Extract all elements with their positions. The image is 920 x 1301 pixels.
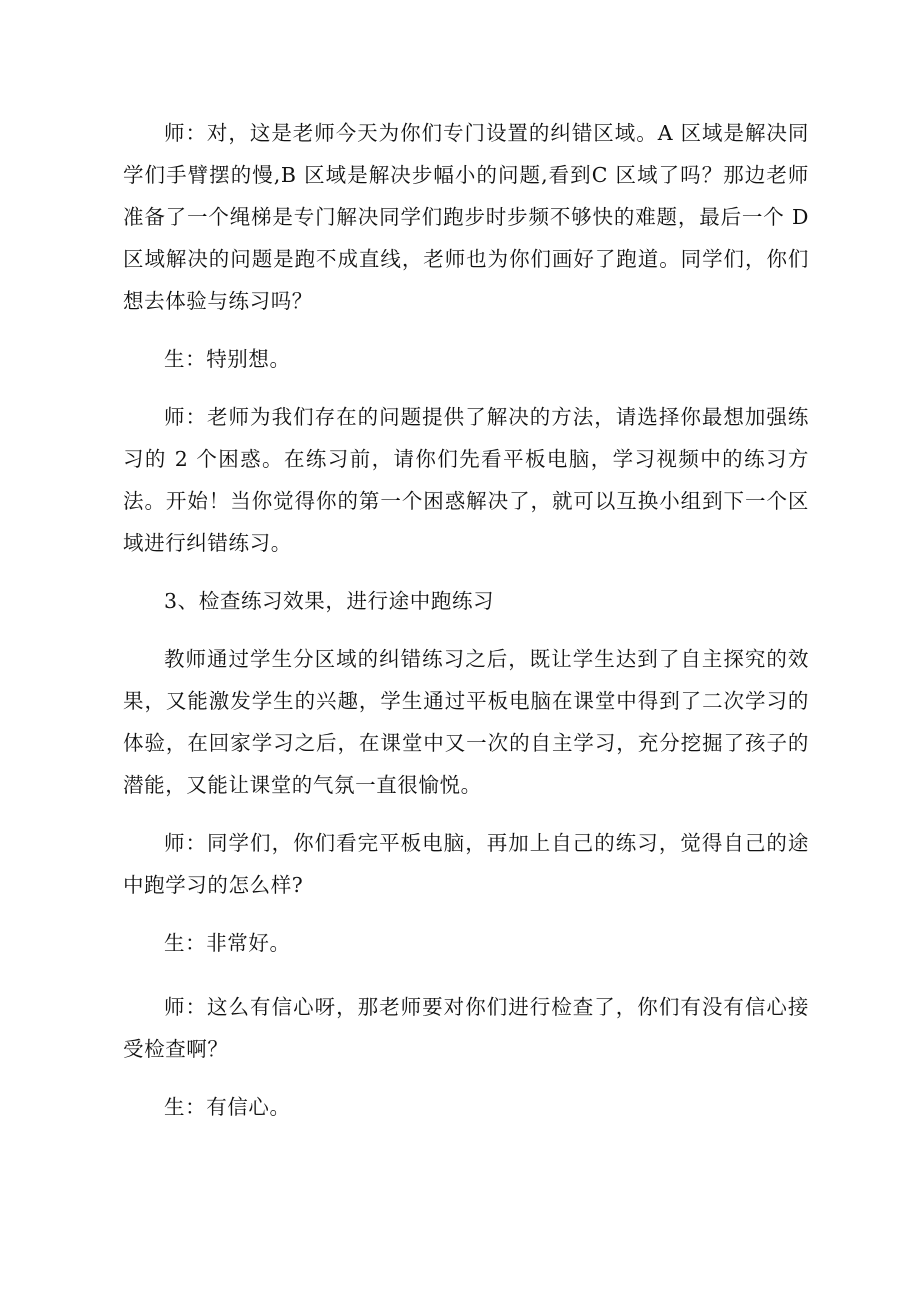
paragraph-teacher-summary: 教师通过学生分区域的纠错练习之后，既让学生达到了自主探究的效果，又能激发学生的兴趣，学生通过平板电脑在课堂中得到了二次学习的体验，在回家学习之后，在课堂中又一次的自主学习，充分挖掘了孩子的潜能，又能让课堂的气氛一直很愉悦。 (123, 647, 809, 797)
paragraph-student-reply-2: 生：非常好。 (164, 931, 291, 955)
paragraph-student-reply-3: 生：有信心。 (164, 1095, 291, 1119)
paragraph-student-reply-1: 生：特别想。 (164, 347, 291, 371)
document-body (123, 112, 809, 1144)
paragraph-teacher-question: 师：同学们，你们看完平板电脑，再加上自己的练习，觉得自己的途中跑学习的怎么样? (123, 831, 809, 897)
paragraph-teacher-check: 师：这么有信心呀，那老师要对你们进行检查了，你们有没有信心接受检查啊？ (123, 995, 809, 1061)
paragraph-teacher-instructions: 师：老师为我们存在的问题提供了解决的方法，请选择你最想加强练习的 2 个困惑。在练习前，请你们先看平板电脑，学习视频中的练习方法。开始！当你觉得你的第一个困惑解决了，就可以互换小组到下一个区域进行纠错练习。 (123, 405, 809, 555)
paragraph-teacher-error-zones: 师：对，这是老师今天为你们专门设置的纠错区域。A 区域是解决同学们手臂摆的慢,B 区域是解决步幅小的问题,看到C 区域了吗？那边老师准备了一个绳梯是专门解决同学们跑步时步频不够快的难题，最后一个 D 区域解决的问题是跑不成直线，老师也为你们画好了跑道。同学们，你们想去体验与练习吗？ (123, 121, 809, 313)
section-heading-check-practice: 3、检查练习效果，进行途中跑练习 (164, 589, 495, 613)
